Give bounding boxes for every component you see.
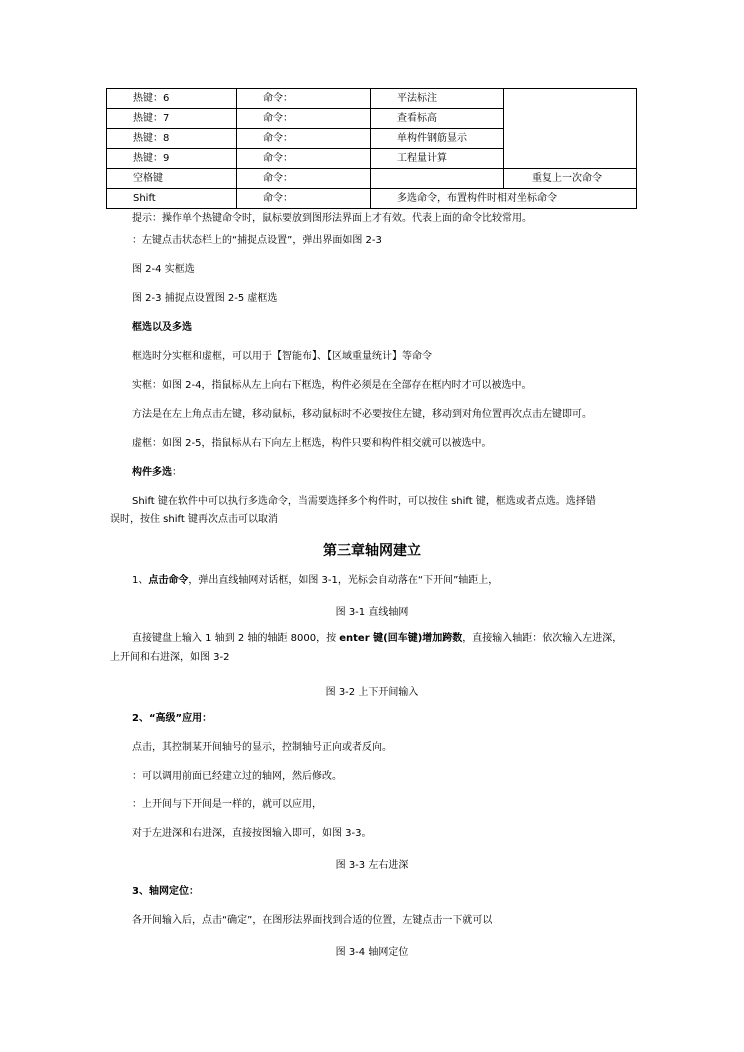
- hotkey-cell: Shift: [107, 189, 237, 209]
- paragraph: ：上开间与下开间是一样的，就可以应用，: [132, 799, 322, 810]
- description-cell: 重复上一次命令: [504, 169, 637, 189]
- hotkey-cell: 空格键: [107, 169, 237, 189]
- paragraph: 虚框：如图 2-5，指鼠标从右下向左上框选，构件只要和构件相交就可以被选中。: [132, 438, 492, 449]
- command-cell: 命令：: [237, 169, 371, 189]
- command-cell: 命令：: [237, 109, 371, 129]
- table-row: [107, 89, 637, 109]
- hotkey-cell: 热键：8: [107, 129, 237, 149]
- figure-caption: 图 3-1 直线轴网: [335, 607, 409, 618]
- figure-caption: 图 3-4 轴网定位: [335, 947, 409, 958]
- paragraph: 方法是在左上角点击左键，移动鼠标，移动鼠标时不必要按住左键，移动到对角位置再次点击左键即可。: [132, 409, 592, 420]
- description-cell: 多选命令，布置构件时相对坐标命令: [371, 189, 637, 209]
- command-cell: 命令：: [237, 149, 371, 169]
- command-cell: 命令：: [237, 189, 371, 209]
- paragraph: 上开间和右进深，如图 3-2: [110, 652, 230, 663]
- table-row: [107, 189, 637, 209]
- paragraph: 实框：如图 2-4，指鼠标从左上向右下框选，构件必须是在全部存在框内时才可以被选中。: [132, 380, 532, 391]
- figure-caption: 图 3-2 上下开间输入: [325, 687, 419, 698]
- section-heading: 构件多选：: [132, 467, 182, 478]
- command-cell: 命令：: [237, 89, 371, 109]
- figure-caption: 图 3-3 左右进深: [335, 860, 409, 871]
- description-cell: 单构件钢筋显示: [371, 129, 504, 149]
- section-heading: 3、轴网定位：: [132, 886, 199, 897]
- description-cell: [371, 169, 504, 189]
- description-cell: 查看标高: [371, 109, 504, 129]
- description-cell: 平法标注: [371, 89, 504, 109]
- description-cell: 工程量计算: [371, 149, 504, 169]
- command-cell: 命令：: [237, 129, 371, 149]
- chapter-title: 第三章轴网建立: [323, 543, 421, 559]
- hotkey-table: [106, 88, 637, 209]
- table-row: [107, 169, 637, 189]
- tip-text: 提示：操作单个热键命令时，鼠标要放到图形法界面上才有效。代表上面的命令比较常用。: [132, 213, 532, 224]
- paragraph: Shift 键在软件中可以执行多选命令，当需要选择多个构件时，可以按住 shift 键，框选或者点选。选择错: [132, 496, 596, 507]
- capture-setting-text: ：左键点击状态栏上的“捕捉点设置”，弹出界面如图 2-3: [132, 235, 382, 246]
- paragraph: 点击，其控制某开间轴号的显示，控制轴号正向或者反向。: [132, 742, 392, 753]
- hotkey-cell: 热键：6: [107, 89, 237, 109]
- hotkey-cell: 热键：9: [107, 149, 237, 169]
- figure-caption: 图 2-4 实框选: [132, 264, 195, 275]
- paragraph: 直接键盘上输入 1 轴到 2 轴的轴距 8000，按 enter 键(回车键)增加跨数，直接输入轴距：依次输入左进深，: [132, 633, 623, 644]
- hotkey-cell: 热键：7: [107, 109, 237, 129]
- figure-caption: 图 2-3 捕捉点设置图 2-5 虚框选: [132, 293, 278, 304]
- paragraph: 各开间输入后，点击“确定”，在图形法界面找到合适的位置，左键点击一下就可以: [132, 915, 493, 926]
- paragraph: 框选时分实框和虚框，可以用于【智能布】、【区域重量统计】等命令: [132, 351, 432, 362]
- section-heading: 框选以及多选: [132, 322, 192, 333]
- paragraph: 误时，按住 shift 键再次点击可以取消: [110, 514, 278, 525]
- empty-cell: [504, 89, 637, 169]
- paragraph: 对于左进深和右进深，直接按图输入即可，如图 3-3。: [132, 828, 372, 839]
- step-paragraph: 1、点击命令，弹出直线轴网对话框，如图 3-1，光标会自动落在“下开间”轴距上，: [132, 575, 499, 586]
- section-heading: 2、“高级”应用：: [132, 713, 213, 724]
- paragraph: ：可以调用前面已经建立过的轴网，然后修改。: [132, 771, 342, 782]
